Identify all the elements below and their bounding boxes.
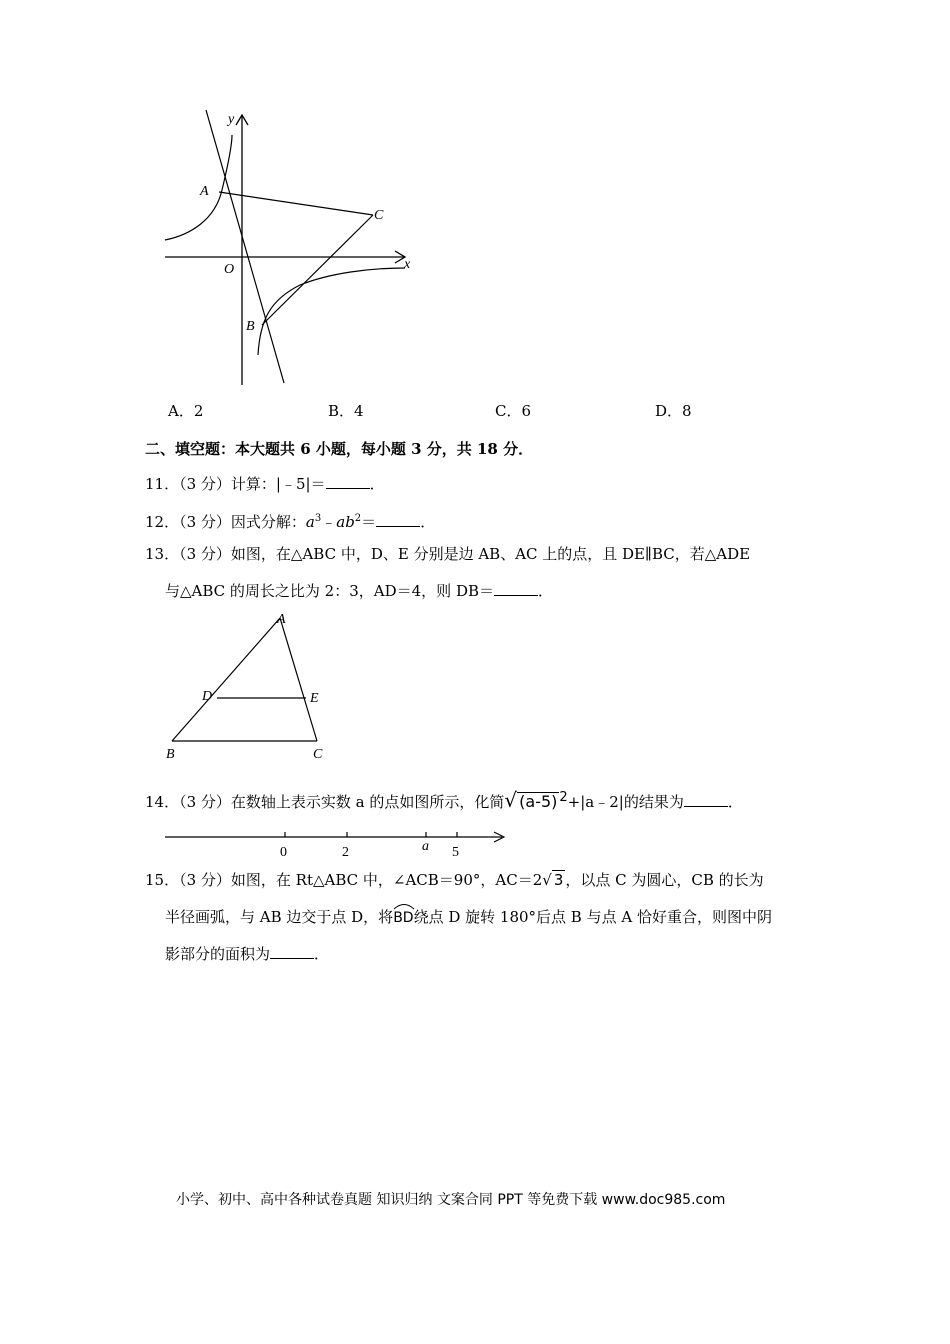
- q15-answer-blank: [270, 946, 314, 959]
- question-15-line2: [165, 907, 772, 928]
- hyperbola-right-branch: [258, 268, 405, 355]
- line-AB: [206, 110, 284, 383]
- q13-answer-blank: [494, 583, 538, 596]
- q15-sqrt-value: 3: [553, 871, 564, 889]
- hyperbola-left-branch: [165, 135, 232, 240]
- q14-suffix: +|a﹣2|的结果为: [567, 793, 684, 811]
- q12-prefix: （3 分）因式分解：: [179, 513, 306, 531]
- q15-line2-prefix: 半径画弧，与 AB 边交于点 D，将: [165, 908, 394, 926]
- q15-line2-suffix: 绕点 D 旋转 180°后点 B 与点 A 恰好重合，则图中阴: [413, 908, 772, 926]
- q13-end: ．: [538, 582, 554, 600]
- q12-minus: ﹣: [321, 513, 337, 531]
- q15-end: ．: [314, 945, 330, 963]
- question-13-line1: [145, 544, 750, 564]
- q13-triangle-figure: [160, 608, 340, 763]
- q13-text-line1: （3 分）如图，在△ABC 中，D、E 分别是边 AB、AC 上的点，且 DE∥BC，若△ADE: [179, 545, 751, 563]
- q12-end: ．: [420, 513, 436, 531]
- q10-option-c: C．6: [495, 402, 532, 420]
- q10-option-d: D．8: [655, 402, 692, 420]
- q12-var-a: a: [305, 513, 315, 531]
- q15-line3-text: 影部分的面积为: [165, 945, 271, 963]
- question-12: [145, 509, 435, 532]
- label-E: E: [310, 691, 319, 706]
- q10-option-b: B．4: [328, 402, 364, 420]
- question-15-line1: [145, 870, 764, 890]
- label-B: B: [246, 319, 255, 334]
- q11-answer-blank: [326, 476, 370, 489]
- tick-label-0: 0: [280, 845, 287, 860]
- section2-heading: 二、填空题：本大题共 6 小题，每小题 3 分，共 18 分．: [145, 440, 534, 458]
- label-D: D: [202, 689, 213, 704]
- q12-exp-3: 3: [314, 513, 322, 524]
- q11-text: （3 分）计算：|﹣5|＝: [179, 475, 326, 493]
- q10-graph-figure: [160, 105, 420, 390]
- q11-number: 11．: [145, 475, 180, 493]
- q14-end: ．: [727, 793, 743, 811]
- segment-AC: [280, 618, 317, 741]
- segment-CB: [262, 215, 373, 325]
- label-A: A: [200, 184, 209, 199]
- q14-number: 14．: [145, 793, 180, 811]
- q14-exp: 2: [559, 790, 568, 805]
- tick-label-2: 2: [342, 845, 349, 860]
- q14-number-line: [160, 825, 515, 860]
- q11-end: ．: [369, 475, 385, 493]
- q12-eq: ＝: [361, 513, 377, 531]
- page-footer: 小学、初中、高中各种试卷真题 知识归纳 文案合同 PPT 等免费下载 www.doc985.com: [176, 1192, 726, 1208]
- q14-radicand: (a-5): [519, 792, 558, 811]
- label-O: O: [224, 262, 235, 277]
- q14-answer-blank: [684, 794, 728, 807]
- q14-prefix: （3 分）在数轴上表示实数 a 的点如图所示，化简: [179, 793, 505, 811]
- label-B: B: [166, 747, 175, 762]
- q12-number: 12．: [145, 513, 180, 531]
- label-C: C: [374, 208, 384, 223]
- arc-symbol: [393, 902, 415, 910]
- q14-sqrt-sign: √: [504, 788, 518, 812]
- q12-var-ab: ab: [336, 513, 355, 531]
- segment-AB: [172, 618, 280, 741]
- label-x: x: [404, 257, 411, 272]
- q15-arc-label: BD: [393, 910, 414, 926]
- question-15-line3: [165, 944, 329, 964]
- question-13-line2: [165, 581, 553, 601]
- label-C: C: [313, 747, 323, 762]
- q15-arc-bd: [393, 908, 413, 928]
- q13-number: 13．: [145, 545, 180, 563]
- q15-line1-prefix: （3 分）如图，在 Rt△ABC 中，∠ACB＝90°，AC＝2: [179, 871, 543, 889]
- tick-label-a: a: [422, 839, 429, 854]
- tick-label-5: 5: [452, 845, 459, 860]
- q12-exp-2: 2: [354, 513, 362, 524]
- label-A: A: [277, 612, 286, 627]
- q12-answer-blank: [376, 514, 420, 527]
- q15-sqrt-sign: √: [542, 871, 552, 889]
- question-14: [145, 788, 743, 812]
- question-11: [145, 474, 385, 494]
- q15-line1-suffix: ，以点 C 为圆心，CB 的长为: [565, 871, 764, 889]
- q13-text-line2: 与△ABC 的周长之比为 2：3，AD＝4，则 DB＝: [165, 582, 494, 600]
- label-y: y: [228, 112, 235, 127]
- q15-number: 15．: [145, 871, 180, 889]
- q10-option-a: A．2: [168, 402, 204, 420]
